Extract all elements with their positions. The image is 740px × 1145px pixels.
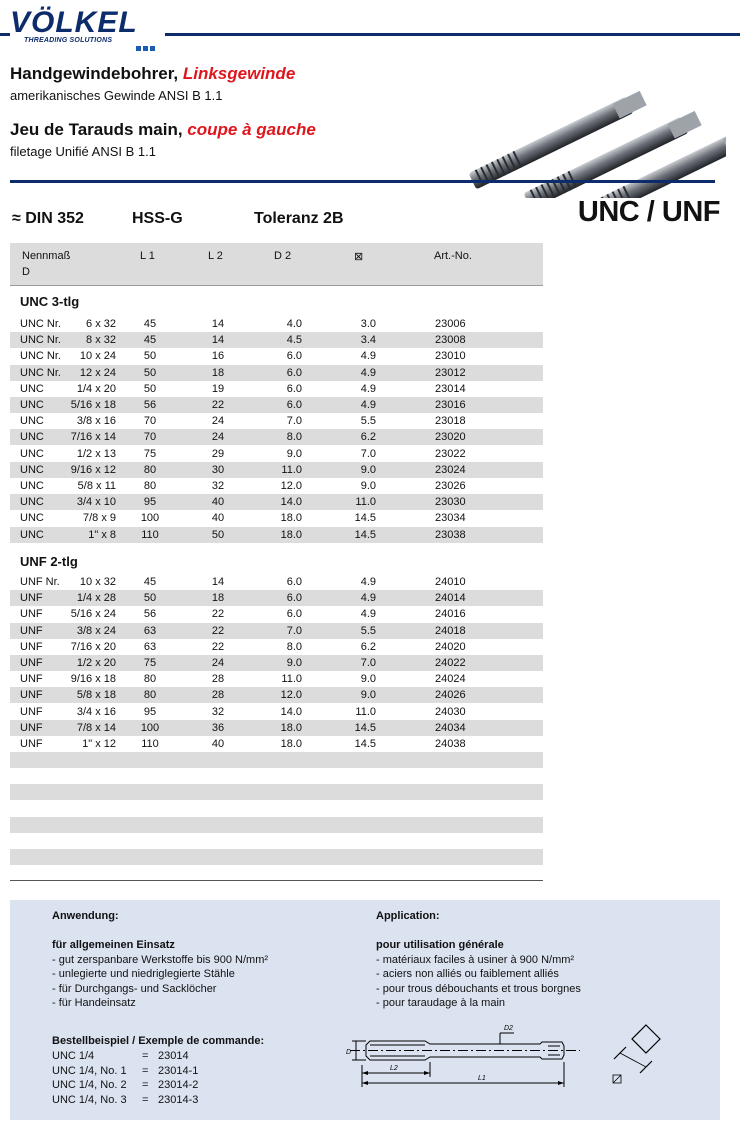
size-prefix: UNC bbox=[20, 399, 44, 411]
size-value: 3/8 x 16 bbox=[76, 415, 116, 428]
d2-value: 6.0 bbox=[286, 366, 302, 379]
square-value: 4.9 bbox=[360, 592, 376, 605]
title-fr-text: Jeu de Tarauds main, bbox=[10, 120, 188, 139]
size-prefix: UNF bbox=[20, 673, 43, 686]
order-line bbox=[52, 1049, 252, 1064]
header-l1: L 1 bbox=[140, 250, 155, 262]
header-l2: L 2 bbox=[208, 250, 223, 262]
l1-value: 95 bbox=[143, 705, 157, 718]
l1-value: 50 bbox=[143, 592, 157, 605]
l1-value: 110 bbox=[141, 528, 159, 541]
l2-value: 14 bbox=[211, 576, 225, 588]
tap-dimension-drawing bbox=[330, 1015, 710, 1115]
d2-value: 14.0 bbox=[280, 705, 302, 718]
order-line bbox=[52, 1093, 252, 1108]
l2-value: 24 bbox=[211, 415, 225, 428]
application-fr-item: - matériaux faciles à usiner à 900 N/mm² bbox=[376, 953, 575, 966]
article-number: 24018 bbox=[435, 624, 466, 637]
square-value: 7.0 bbox=[360, 447, 376, 460]
table-row bbox=[10, 720, 543, 736]
order-line bbox=[52, 1078, 252, 1093]
subtitle-de: amerikanisches Gewinde ANSI B 1.1 bbox=[10, 88, 223, 103]
size-value: 1" x 8 bbox=[88, 528, 116, 541]
d2-value: 18.0 bbox=[280, 721, 302, 734]
size-value: 5/8 x 18 bbox=[76, 689, 116, 702]
l1-value: 50 bbox=[143, 382, 157, 395]
l2-value: 22 bbox=[211, 608, 225, 621]
size-prefix: UNC bbox=[20, 431, 44, 444]
square-value: 9.0 bbox=[360, 689, 376, 702]
article-number: 23008 bbox=[435, 334, 466, 347]
d2-value: 4.5 bbox=[286, 334, 302, 347]
size-value: 9/16 x 12 bbox=[70, 463, 116, 476]
table-end-rule bbox=[10, 880, 543, 881]
size-prefix: UNC Nr. bbox=[20, 334, 61, 347]
article-number: 24034 bbox=[435, 721, 466, 734]
order-heading: Bestellbeispiel / Exemple de commande: bbox=[52, 1035, 265, 1047]
l1-value: 45 bbox=[143, 334, 157, 347]
title-de-text: Handgewindebohrer, bbox=[10, 64, 183, 83]
d2-value: 9.0 bbox=[286, 657, 302, 669]
order-line bbox=[52, 1064, 252, 1079]
square-value: 14.5 bbox=[354, 738, 376, 750]
size-value: 1/2 x 13 bbox=[76, 447, 116, 460]
size-value: 6 x 32 bbox=[86, 318, 116, 330]
l2-value: 40 bbox=[211, 512, 225, 525]
square-value: 6.2 bbox=[360, 640, 376, 653]
l1-value: 100 bbox=[140, 512, 160, 525]
size-value: 1/2 x 20 bbox=[76, 657, 116, 669]
application-de-heading: Anwendung: bbox=[52, 910, 119, 922]
table-row bbox=[10, 623, 543, 639]
thread-type-title: UNC / UNF bbox=[577, 196, 720, 228]
l2-value: 19 bbox=[211, 382, 225, 395]
l2-value: 32 bbox=[211, 705, 225, 718]
size-value: 5/16 x 18 bbox=[70, 399, 116, 411]
application-de-item: - gut zerspanbare Werkstoffe bis 900 N/mm² bbox=[52, 953, 269, 966]
tap-1 bbox=[468, 90, 647, 189]
header-d2: D 2 bbox=[274, 250, 292, 262]
table-row bbox=[10, 462, 543, 478]
size-value: 7/8 x 9 bbox=[82, 512, 116, 525]
l2-value: 14 bbox=[211, 318, 225, 330]
l1-value: 80 bbox=[143, 673, 157, 686]
dim-label-l2: L2 bbox=[390, 1065, 398, 1072]
square-drive-diagram bbox=[613, 1025, 660, 1083]
square-value: 5.5 bbox=[360, 624, 376, 637]
square-value: 6.2 bbox=[360, 431, 376, 444]
size-value: 10 x 24 bbox=[79, 350, 116, 363]
application-de bbox=[52, 909, 268, 1011]
article-number: 23024 bbox=[435, 463, 466, 476]
size-prefix: UNC bbox=[20, 480, 44, 492]
empty-row bbox=[10, 817, 543, 833]
order-eq: = bbox=[142, 1093, 149, 1106]
size-prefix: UNC bbox=[20, 447, 44, 460]
size-value: 10 x 32 bbox=[79, 576, 116, 588]
l1-value: 45 bbox=[143, 576, 157, 588]
square-value: 9.0 bbox=[360, 463, 376, 476]
l2-value: 18 bbox=[211, 366, 225, 379]
order-number: 23014-3 bbox=[158, 1093, 199, 1106]
l2-value: 14 bbox=[211, 334, 225, 347]
d2-value: 11.0 bbox=[281, 673, 302, 686]
size-prefix: UNF bbox=[20, 608, 43, 621]
size-prefix: UNC bbox=[20, 512, 44, 525]
table-row bbox=[10, 671, 543, 687]
l2-value: 30 bbox=[211, 463, 225, 476]
table-row bbox=[10, 687, 543, 703]
article-number: 24030 bbox=[435, 705, 466, 718]
size-value: 12 x 24 bbox=[79, 366, 116, 379]
l2-value: 28 bbox=[211, 673, 225, 686]
d2-value: 7.0 bbox=[286, 415, 302, 428]
square-value: 9.0 bbox=[360, 480, 376, 492]
table-row bbox=[10, 704, 543, 720]
d2-value: 6.0 bbox=[286, 350, 302, 363]
dim-label-d: D bbox=[346, 1049, 352, 1056]
d2-value: 14.0 bbox=[280, 496, 302, 509]
l1-value: 80 bbox=[143, 480, 157, 492]
article-number: 24026 bbox=[435, 689, 466, 702]
order-number: 23014-2 bbox=[158, 1079, 199, 1091]
header-square: ⊠ bbox=[354, 251, 364, 263]
table-row bbox=[10, 365, 543, 381]
application-de-item: - für Handeinsatz bbox=[52, 997, 136, 1009]
square-value: 4.9 bbox=[360, 399, 376, 411]
d2-value: 9.0 bbox=[286, 447, 302, 460]
table-row bbox=[10, 494, 543, 510]
spec-material: HSS-G bbox=[132, 210, 183, 227]
header-art-no: Art.-No. bbox=[434, 250, 472, 262]
square-value: 14.5 bbox=[354, 528, 376, 541]
table-row bbox=[10, 348, 543, 364]
d2-value: 7.0 bbox=[286, 624, 302, 637]
l1-value: 56 bbox=[143, 608, 157, 621]
size-value: 1/4 x 28 bbox=[76, 592, 116, 605]
l1-value: 70 bbox=[143, 431, 157, 444]
square-value: 14.5 bbox=[354, 721, 376, 734]
table-row bbox=[10, 478, 543, 494]
tap-2 bbox=[523, 110, 702, 198]
group-title-unf: UNF 2-tlg bbox=[20, 554, 78, 569]
l1-value: 56 bbox=[143, 399, 157, 411]
article-number: 23038 bbox=[435, 528, 466, 541]
header-nominal: Nennmaß bbox=[22, 250, 71, 262]
dim-label-l1: L1 bbox=[478, 1075, 486, 1082]
table-row bbox=[10, 446, 543, 462]
table-row bbox=[10, 590, 543, 606]
order-eq: = bbox=[142, 1064, 149, 1077]
l2-value: 32 bbox=[211, 480, 225, 492]
table-row bbox=[10, 527, 543, 543]
size-value: 7/16 x 20 bbox=[70, 640, 116, 653]
l1-value: 63 bbox=[143, 624, 157, 637]
size-value: 5/16 x 24 bbox=[70, 608, 116, 621]
size-prefix: UNC bbox=[20, 382, 44, 395]
square-value: 3.4 bbox=[360, 334, 376, 347]
order-code: UNC 1/4 bbox=[52, 1050, 95, 1062]
table-row bbox=[10, 606, 543, 622]
l2-value: 29 bbox=[211, 447, 225, 460]
size-prefix: UNC Nr. bbox=[20, 366, 61, 379]
l1-value: 50 bbox=[143, 366, 157, 379]
application-fr bbox=[376, 909, 581, 1011]
l1-value: 50 bbox=[143, 350, 157, 363]
size-value: 1" x 12 bbox=[82, 738, 116, 750]
title-fr-red: coupe à gauche bbox=[187, 120, 316, 139]
table-row bbox=[10, 736, 543, 752]
size-value: 9/16 x 18 bbox=[70, 673, 116, 686]
article-number: 23020 bbox=[435, 431, 466, 444]
header-separator bbox=[10, 180, 715, 183]
l2-value: 24 bbox=[211, 431, 225, 444]
size-value: 7/8 x 14 bbox=[76, 721, 116, 734]
d2-value: 8.0 bbox=[286, 640, 302, 653]
application-de-item: - für Durchgangs- und Sacklöcher bbox=[52, 982, 217, 995]
application-de-general: für allgemeinen Einsatz bbox=[52, 939, 175, 951]
spec-din: ≈ DIN 352 bbox=[12, 210, 84, 227]
table-row bbox=[10, 510, 543, 526]
article-number: 23012 bbox=[435, 366, 466, 379]
size-prefix: UNF bbox=[20, 657, 43, 669]
application-fr-item: - pour taraudage à la main bbox=[376, 997, 506, 1009]
size-prefix: UNF bbox=[20, 721, 43, 734]
info-box bbox=[10, 900, 720, 1120]
article-number: 23026 bbox=[435, 480, 466, 492]
table-row bbox=[10, 397, 543, 413]
brand-tagline: THREADING SOLUTIONS bbox=[24, 37, 113, 44]
title-de bbox=[10, 64, 295, 84]
size-prefix: UNF bbox=[20, 705, 43, 718]
size-prefix: UNC bbox=[20, 415, 44, 428]
square-value: 5.5 bbox=[360, 415, 376, 428]
title-de-red: Linksgewinde bbox=[182, 64, 296, 83]
table-row bbox=[10, 316, 543, 332]
empty-row bbox=[10, 752, 543, 768]
square-value: 3.0 bbox=[360, 318, 376, 330]
application-fr-heading: Application: bbox=[376, 910, 440, 922]
order-code: UNC 1/4, No. 1 bbox=[52, 1064, 127, 1077]
l1-value: 80 bbox=[143, 463, 157, 476]
d2-value: 6.0 bbox=[286, 382, 302, 395]
article-number: 24020 bbox=[435, 640, 466, 653]
d2-value: 12.0 bbox=[280, 689, 302, 702]
table-row bbox=[10, 429, 543, 445]
brand-logo bbox=[10, 2, 165, 46]
dim-label-d2: D2 bbox=[504, 1025, 513, 1032]
d2-value: 8.0 bbox=[286, 431, 302, 444]
l1-value: 75 bbox=[143, 657, 157, 669]
application-de-item: - unlegierte und niedriglegierte Stähle bbox=[52, 968, 235, 980]
article-number: 23022 bbox=[435, 447, 466, 460]
order-number: 23014 bbox=[158, 1050, 189, 1062]
square-value: 11.0 bbox=[355, 496, 376, 509]
size-prefix: UNC bbox=[20, 463, 44, 476]
size-prefix: UNC Nr. bbox=[20, 318, 61, 330]
article-number: 23014 bbox=[435, 382, 466, 395]
size-prefix: UNF bbox=[20, 592, 43, 605]
l2-value: 16 bbox=[211, 350, 225, 363]
article-number: 24010 bbox=[435, 576, 466, 588]
order-code: UNC 1/4, No. 2 bbox=[52, 1079, 127, 1091]
d2-value: 6.0 bbox=[286, 592, 302, 605]
article-number: 23016 bbox=[435, 399, 466, 411]
article-number: 23010 bbox=[435, 350, 466, 363]
table-row bbox=[10, 574, 543, 590]
size-value: 3/8 x 24 bbox=[76, 624, 116, 637]
article-number: 23018 bbox=[435, 415, 466, 428]
size-prefix: UNC bbox=[20, 528, 44, 541]
l2-value: 40 bbox=[211, 738, 225, 750]
subtitle-fr: filetage Unifié ANSI B 1.1 bbox=[10, 144, 156, 159]
size-prefix: UNF bbox=[20, 689, 43, 702]
d2-value: 6.0 bbox=[286, 608, 302, 621]
l2-value: 40 bbox=[211, 496, 225, 509]
l1-value: 63 bbox=[143, 640, 157, 653]
article-number: 24022 bbox=[435, 657, 466, 669]
article-number: 23006 bbox=[435, 318, 466, 330]
square-value: 4.9 bbox=[360, 382, 376, 395]
article-number: 24024 bbox=[435, 673, 466, 686]
size-value: 3/4 x 16 bbox=[76, 705, 116, 718]
square-value: 4.9 bbox=[360, 366, 376, 379]
l2-value: 18 bbox=[211, 592, 225, 605]
order-number: 23014-1 bbox=[158, 1064, 199, 1077]
square-value: 4.9 bbox=[360, 608, 376, 621]
brand-name: VÖLKEL bbox=[10, 6, 138, 39]
l2-value: 24 bbox=[211, 657, 225, 669]
square-value: 14.5 bbox=[354, 512, 376, 525]
d2-value: 18.0 bbox=[280, 528, 302, 541]
application-fr-item: - pour trous débouchants et trous borgnes bbox=[376, 982, 581, 995]
square-value: 9.0 bbox=[360, 673, 376, 686]
size-value: 3/4 x 10 bbox=[76, 496, 116, 509]
d2-value: 18.0 bbox=[280, 738, 302, 750]
group-title-unc: UNC 3-tlg bbox=[20, 294, 80, 309]
l1-value: 80 bbox=[143, 689, 157, 702]
size-prefix: UNF Nr. bbox=[20, 576, 60, 588]
d2-value: 4.0 bbox=[286, 318, 302, 330]
order-eq: = bbox=[142, 1079, 149, 1091]
order-list bbox=[52, 1049, 252, 1107]
l2-value: 22 bbox=[211, 640, 225, 653]
spec-tolerance: Toleranz 2B bbox=[254, 210, 344, 227]
application-fr-item: - aciers non alliés ou faiblement alliés bbox=[376, 968, 559, 980]
square-value: 4.9 bbox=[360, 350, 376, 363]
l2-value: 22 bbox=[211, 399, 225, 411]
order-eq: = bbox=[142, 1050, 149, 1062]
size-value: 5/8 x 11 bbox=[77, 480, 116, 492]
l2-value: 22 bbox=[211, 624, 225, 637]
l1-value: 100 bbox=[140, 721, 160, 734]
table-row bbox=[10, 655, 543, 671]
size-prefix: UNF bbox=[20, 624, 43, 637]
order-code: UNC 1/4, No. 3 bbox=[52, 1093, 127, 1106]
article-number: 24038 bbox=[435, 738, 466, 750]
size-value: 7/16 x 14 bbox=[70, 431, 116, 444]
square-value: 11.0 bbox=[355, 705, 376, 718]
l2-value: 36 bbox=[211, 721, 225, 734]
l1-value: 45 bbox=[143, 318, 157, 330]
d2-value: 18.0 bbox=[280, 512, 302, 525]
size-value: 8 x 32 bbox=[86, 334, 116, 347]
size-value: 1/4 x 20 bbox=[76, 382, 116, 395]
d2-value: 6.0 bbox=[286, 576, 302, 588]
application-fr-general: pour utilisation générale bbox=[376, 939, 504, 951]
table-row bbox=[10, 639, 543, 655]
l2-value: 28 bbox=[211, 689, 225, 702]
empty-row bbox=[10, 849, 543, 865]
table-row bbox=[10, 381, 543, 397]
table-header bbox=[10, 243, 543, 286]
square-value: 4.9 bbox=[360, 576, 376, 588]
header-nominal-sub: D bbox=[22, 266, 30, 278]
d2-value: 12.0 bbox=[280, 480, 302, 492]
table-row bbox=[10, 332, 543, 348]
article-number: 24014 bbox=[435, 592, 466, 605]
d2-value: 6.0 bbox=[286, 399, 302, 411]
l2-value: 50 bbox=[211, 528, 225, 541]
size-prefix: UNF bbox=[20, 738, 43, 750]
size-prefix: UNC Nr. bbox=[20, 350, 61, 363]
l1-value: 70 bbox=[143, 415, 157, 428]
l1-value: 75 bbox=[143, 447, 157, 460]
article-number: 24016 bbox=[435, 608, 466, 621]
empty-row bbox=[10, 784, 543, 800]
brand-squares bbox=[136, 38, 157, 56]
article-number: 23034 bbox=[435, 512, 466, 525]
article-number: 23030 bbox=[435, 496, 466, 509]
square-value: 7.0 bbox=[360, 657, 376, 669]
size-prefix: UNF bbox=[20, 640, 43, 653]
title-fr bbox=[10, 120, 316, 140]
table-row bbox=[10, 413, 543, 429]
tap-product-image bbox=[448, 58, 726, 198]
order-example bbox=[52, 1034, 264, 1049]
d2-value: 11.0 bbox=[281, 463, 302, 476]
l1-value: 95 bbox=[143, 496, 157, 509]
l1-value: 110 bbox=[141, 738, 159, 750]
size-prefix: UNC bbox=[20, 496, 44, 509]
